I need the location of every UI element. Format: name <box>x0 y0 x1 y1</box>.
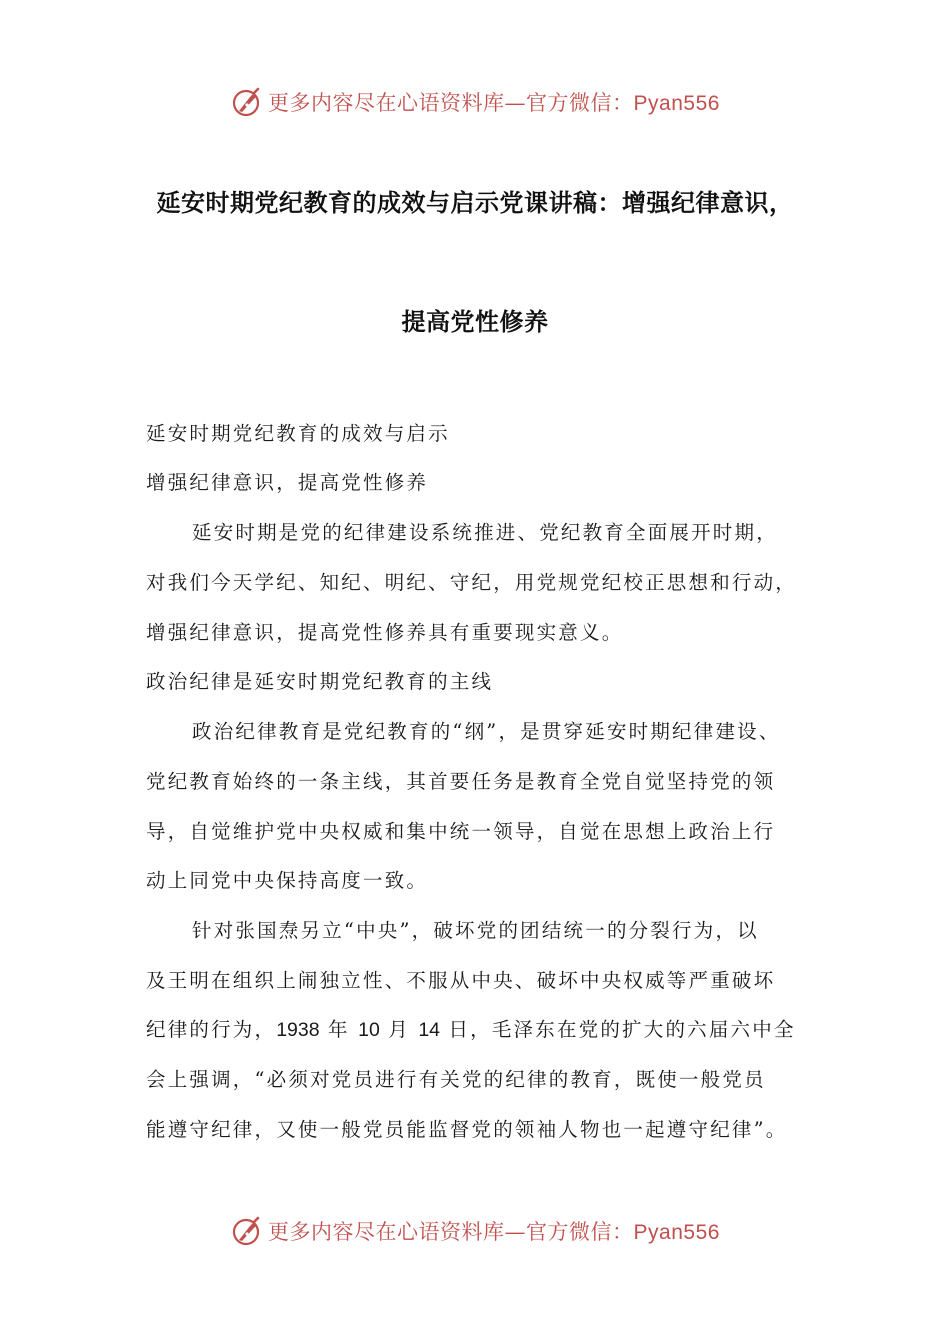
subtitle-1: 延安时期党纪教育的成效与启示 <box>146 422 450 445</box>
paragraph-3-line: 会上强调，“必须对党员进行有关党的纪律的教育，既使一般党员 <box>146 1068 766 1091</box>
paragraph-1-line: 增强纪律意识，提高党性修养具有重要现实意义。 <box>146 621 624 644</box>
section-heading: 政治纪律是延安时期党纪教育的主线 <box>146 670 494 693</box>
pen-nib-logo-icon <box>230 85 264 119</box>
subtitle-2: 增强纪律意识，提高党性修养 <box>146 471 429 494</box>
paragraph-3-line: 能遵守纪律，又使一般党员能监督党的领袖人物也一起遵守纪律”。 <box>146 1118 788 1141</box>
paragraph-2-line: 党纪教育始终的一条主线，其首要任务是教育全党自觉坚持党的领 <box>146 770 776 793</box>
paragraph-2-line: 政治纪律教育是党纪教育的“纲”，是贯穿延安时期纪律建设、 <box>192 720 781 743</box>
paragraph-2-line: 动上同党中央保持高度一致。 <box>146 869 429 892</box>
paragraph-2-line: 导，自觉维护党中央权威和集中统一领导，自觉在思想上政治上行 <box>146 820 776 843</box>
banner-text: 更多内容尽在心语资料库—官方微信：Pyan556 <box>268 1220 720 1244</box>
banner-text: 更多内容尽在心语资料库—官方微信：Pyan556 <box>268 91 720 115</box>
document-title-line2: 提高党性修养 <box>401 308 549 336</box>
header-banner <box>0 82 950 122</box>
wechat-handle: Pyan556 <box>633 1221 720 1244</box>
paragraph-3-line: 纪律的行为，1938 年 10 月 14 日，毛泽东在党的扩大的六届六中全 <box>146 1018 796 1041</box>
paragraph-3-line: 针对张国焘另立“中央”，破坏党的团结统一的分裂行为，以 <box>192 919 759 942</box>
pen-nib-logo-icon <box>230 1214 264 1248</box>
date-day: 14 <box>418 1019 441 1041</box>
date-month: 10 <box>358 1019 380 1041</box>
paragraph-1-line: 对我们今天学纪、知纪、明纪、守纪，用党规党纪校正思想和行动， <box>146 571 798 594</box>
footer-banner <box>0 1211 950 1251</box>
document-title-line1: 延安时期党纪教育的成效与启示党课讲稿：增强纪律意识， <box>156 189 794 217</box>
date-year: 1938 <box>276 1019 320 1041</box>
paragraph-1-line: 延安时期是党的纪律建设系统推进、党纪教育全面展开时期， <box>192 521 778 544</box>
paragraph-3-line: 及王明在组织上闹独立性、不服从中央、破坏中央权威等严重破坏 <box>146 969 776 992</box>
wechat-handle: Pyan556 <box>633 92 720 115</box>
